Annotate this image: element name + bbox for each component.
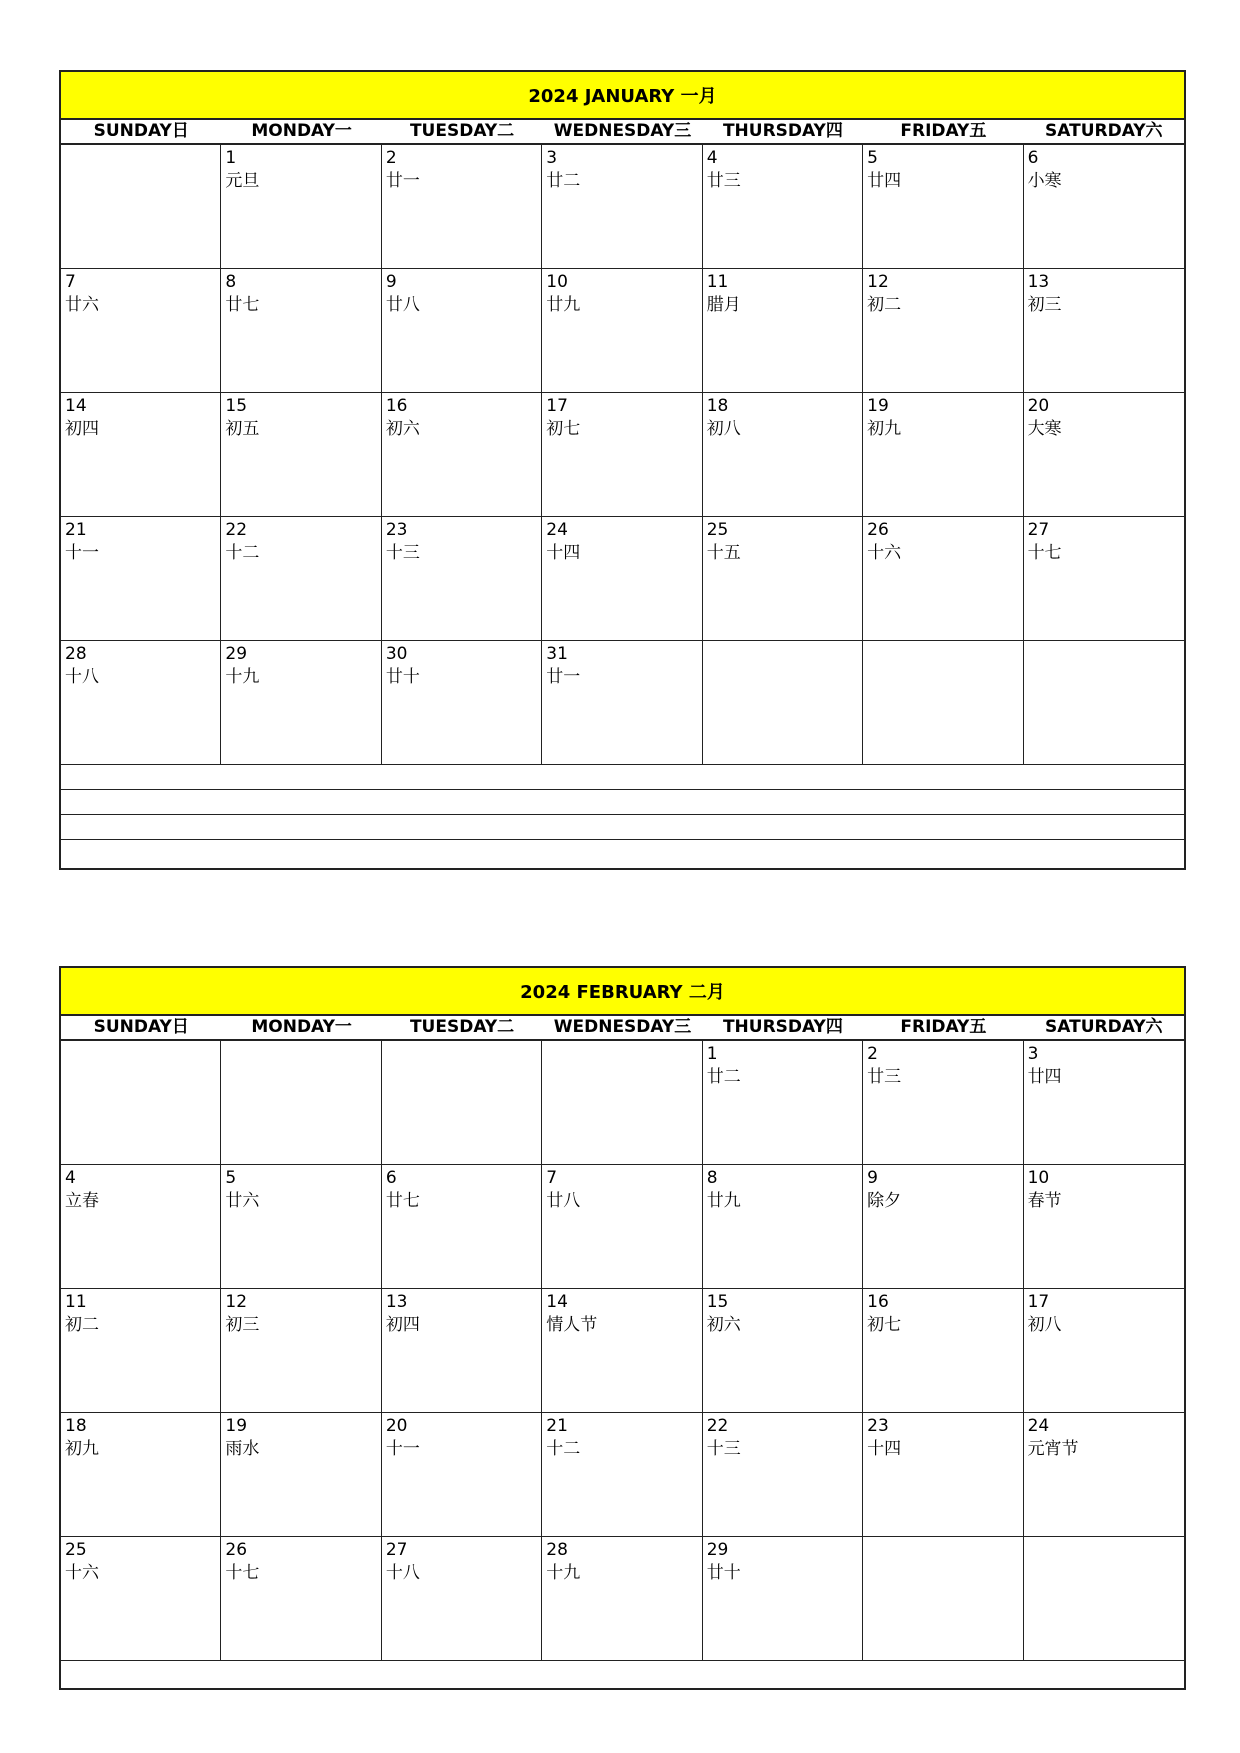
- lunar-date: 春节: [1027, 1191, 1062, 1211]
- lunar-date: 十九: [225, 667, 260, 687]
- lunar-date: 小寒: [1027, 171, 1062, 191]
- day-cell[interactable]: [221, 1289, 381, 1413]
- day-number: 19: [225, 1416, 248, 1436]
- day-number: 3: [546, 148, 558, 168]
- day-cell[interactable]: [61, 641, 221, 765]
- day-cell[interactable]: [863, 1165, 1023, 1289]
- lunar-date: 廿九: [706, 1191, 741, 1211]
- day-number: 7: [65, 272, 76, 292]
- lunar-date: 情人节: [546, 1315, 598, 1335]
- day-cell[interactable]: [221, 269, 381, 393]
- day-cell[interactable]: [61, 269, 221, 393]
- day-cell[interactable]: [863, 1041, 1023, 1165]
- lunar-date: 初九: [65, 1439, 99, 1459]
- note-line[interactable]: [61, 840, 1184, 865]
- day-number: 25: [65, 1540, 87, 1560]
- day-cell[interactable]: [863, 1413, 1023, 1537]
- day-number: 8: [225, 272, 237, 292]
- lunar-date: 初七: [867, 1315, 902, 1335]
- day-cell[interactable]: [863, 1289, 1023, 1413]
- day-number: 19: [867, 396, 889, 416]
- weekday-label: TUESDAY二: [409, 121, 515, 141]
- lunar-date: 初八: [1027, 1315, 1062, 1335]
- day-cell[interactable]: [703, 517, 863, 641]
- lunar-date: 除夕: [867, 1191, 902, 1211]
- day-number: 16: [385, 396, 408, 416]
- day-cell[interactable]: [542, 145, 702, 269]
- day-number: 5: [867, 148, 878, 168]
- day-cell[interactable]: [382, 269, 542, 393]
- day-number: 23: [385, 520, 408, 540]
- day-number: 4: [706, 148, 718, 168]
- lunar-date: 初三: [225, 1315, 260, 1335]
- lunar-date: 十五: [706, 543, 741, 563]
- day-cell[interactable]: [1024, 269, 1184, 393]
- day-cell[interactable]: [221, 393, 381, 517]
- day-cell[interactable]: [863, 393, 1023, 517]
- day-cell[interactable]: [221, 1413, 381, 1537]
- day-cell[interactable]: [542, 641, 702, 765]
- month-title: 2024 FEBRUARY 二月: [61, 968, 1184, 1016]
- day-number: 13: [385, 1292, 408, 1312]
- calendar-january: [59, 70, 1186, 870]
- weekday-header: [61, 120, 1184, 145]
- lunar-date: 初六: [706, 1315, 741, 1335]
- lunar-date: 廿十: [385, 667, 420, 687]
- weekday-label: MONDAY一: [251, 121, 352, 141]
- day-number: 20: [385, 1416, 408, 1436]
- day-cell[interactable]: [61, 1289, 221, 1413]
- note-line[interactable]: [61, 790, 1184, 815]
- day-number: 25: [706, 520, 729, 540]
- day-cell[interactable]: [1024, 517, 1184, 641]
- weekday-label: SUNDAY日: [93, 1017, 189, 1037]
- day-cell[interactable]: [703, 1165, 863, 1289]
- day-cell[interactable]: [703, 269, 863, 393]
- lunar-date: 廿一: [385, 171, 420, 191]
- day-cell[interactable]: [382, 393, 542, 517]
- note-line[interactable]: [61, 815, 1184, 840]
- lunar-date: 十六: [867, 543, 902, 563]
- lunar-date: 初三: [1027, 295, 1062, 315]
- day-cell[interactable]: [61, 145, 221, 269]
- day-cell[interactable]: [863, 641, 1023, 765]
- day-cell[interactable]: [1024, 1041, 1184, 1165]
- day-cell[interactable]: [382, 1165, 542, 1289]
- day-cell[interactable]: [703, 1041, 863, 1165]
- day-number: 22: [225, 520, 248, 540]
- note-line[interactable]: [61, 765, 1184, 790]
- day-number: 18: [65, 1416, 87, 1436]
- day-cell[interactable]: [382, 1537, 542, 1661]
- day-cell[interactable]: [703, 1413, 863, 1537]
- day-cell[interactable]: [863, 145, 1023, 269]
- day-number: 26: [867, 520, 889, 540]
- weekday-label: WEDNESDAY三: [553, 1017, 692, 1037]
- day-number: 24: [546, 520, 568, 540]
- day-cell[interactable]: [382, 1041, 542, 1165]
- day-number: 27: [1027, 520, 1050, 540]
- lunar-date: 初二: [867, 295, 902, 315]
- day-number: 6: [385, 1168, 397, 1188]
- day-number: 7: [546, 1168, 558, 1188]
- day-number: 21: [546, 1416, 568, 1436]
- day-cell[interactable]: [61, 1413, 221, 1537]
- weekday-header: [61, 1016, 1184, 1041]
- lunar-date: 廿四: [1027, 1067, 1062, 1087]
- day-cell[interactable]: [542, 1041, 702, 1165]
- day-cell[interactable]: [61, 517, 221, 641]
- day-number: 10: [546, 272, 568, 292]
- day-number: 29: [706, 1540, 729, 1560]
- lunar-date: 元旦: [225, 171, 260, 191]
- day-cell[interactable]: [542, 393, 702, 517]
- lunar-date: 廿三: [867, 1067, 902, 1087]
- lunar-date: 初五: [225, 419, 260, 439]
- lunar-date: 十二: [546, 1439, 581, 1459]
- lunar-date: 廿八: [546, 1191, 581, 1211]
- day-number: 26: [225, 1540, 248, 1560]
- day-number: 14: [65, 396, 87, 416]
- weekday-label: MONDAY一: [251, 1017, 352, 1037]
- notes-area: [61, 1661, 1184, 1686]
- weekday-label: FRIDAY五: [900, 1017, 987, 1037]
- day-number: 5: [225, 1168, 237, 1188]
- day-cell[interactable]: [542, 1537, 702, 1661]
- lunar-date: 十三: [385, 543, 420, 563]
- lunar-date: 初四: [385, 1315, 420, 1335]
- day-cell[interactable]: [542, 517, 702, 641]
- day-number: 17: [546, 396, 568, 416]
- lunar-date: 十三: [706, 1439, 741, 1459]
- day-number: 15: [706, 1292, 729, 1312]
- day-number: 3: [1027, 1044, 1039, 1064]
- day-cell[interactable]: [61, 1537, 221, 1661]
- day-cell[interactable]: [221, 1041, 381, 1165]
- lunar-date: 十二: [225, 543, 260, 563]
- lunar-date: 十八: [65, 667, 99, 687]
- lunar-date: 廿七: [385, 1191, 420, 1211]
- day-number: 17: [1027, 1292, 1050, 1312]
- day-cell[interactable]: [863, 1537, 1023, 1661]
- day-number: 12: [867, 272, 889, 292]
- day-number: 24: [1027, 1416, 1050, 1436]
- day-number: 28: [65, 644, 87, 664]
- day-cell[interactable]: [703, 145, 863, 269]
- day-cell[interactable]: [61, 1041, 221, 1165]
- lunar-date: 廿十: [706, 1563, 741, 1583]
- day-cell[interactable]: [221, 517, 381, 641]
- lunar-date: 廿七: [225, 295, 260, 315]
- weekday-label: SATURDAY六: [1045, 121, 1163, 141]
- day-cell[interactable]: [863, 269, 1023, 393]
- lunar-date: 廿六: [65, 295, 99, 315]
- day-cell[interactable]: [221, 641, 381, 765]
- day-cell[interactable]: [1024, 1413, 1184, 1537]
- lunar-date: 立春: [65, 1191, 99, 1211]
- day-cell[interactable]: [382, 145, 542, 269]
- day-number: 4: [65, 1168, 76, 1188]
- day-cell[interactable]: [221, 145, 381, 269]
- day-number: 12: [225, 1292, 248, 1312]
- day-cell[interactable]: [542, 269, 702, 393]
- day-cell[interactable]: [221, 1165, 381, 1289]
- day-cell[interactable]: [61, 1165, 221, 1289]
- day-number: 15: [225, 396, 248, 416]
- day-number: 1: [706, 1044, 718, 1064]
- lunar-date: 十四: [867, 1439, 902, 1459]
- weekday-label: THURSDAY四: [722, 1017, 843, 1037]
- lunar-date: 廿九: [546, 295, 581, 315]
- day-number: 2: [867, 1044, 878, 1064]
- lunar-date: 大寒: [1027, 419, 1062, 439]
- day-number: 21: [65, 520, 87, 540]
- lunar-date: 廿一: [546, 667, 581, 687]
- day-number: 27: [385, 1540, 408, 1560]
- lunar-date: 十四: [546, 543, 581, 563]
- lunar-date: 十六: [65, 1563, 99, 1583]
- day-number: 10: [1027, 1168, 1050, 1188]
- day-cell[interactable]: [382, 1413, 542, 1537]
- day-cell[interactable]: [863, 517, 1023, 641]
- day-number: 1: [225, 148, 237, 168]
- day-number: 23: [867, 1416, 889, 1436]
- weekday-label: TUESDAY二: [409, 1017, 515, 1037]
- day-number: 18: [706, 396, 729, 416]
- month-title: 2024 JANUARY 一月: [61, 72, 1184, 120]
- day-cell[interactable]: [703, 393, 863, 517]
- day-cell[interactable]: [382, 641, 542, 765]
- lunar-date: 初四: [65, 419, 99, 439]
- day-number: 16: [867, 1292, 889, 1312]
- lunar-date: 廿六: [225, 1191, 260, 1211]
- day-number: 9: [385, 272, 397, 292]
- day-cell[interactable]: [1024, 641, 1184, 765]
- note-line[interactable]: [61, 1661, 1184, 1686]
- day-number: 28: [546, 1540, 568, 1560]
- day-number: 31: [546, 644, 568, 664]
- lunar-date: 初九: [867, 419, 902, 439]
- lunar-date: 腊月: [706, 295, 741, 315]
- lunar-date: 十八: [385, 1563, 420, 1583]
- day-cell[interactable]: [542, 1413, 702, 1537]
- day-number: 14: [546, 1292, 568, 1312]
- notes-area: [61, 765, 1184, 865]
- day-number: 13: [1027, 272, 1050, 292]
- day-cell[interactable]: [61, 393, 221, 517]
- lunar-date: 十七: [225, 1563, 260, 1583]
- day-cell[interactable]: [1024, 393, 1184, 517]
- lunar-date: 元宵节: [1027, 1439, 1079, 1459]
- day-cell[interactable]: [1024, 1289, 1184, 1413]
- day-number: 30: [385, 644, 408, 664]
- day-grid: [61, 1041, 1184, 1661]
- day-number: 8: [706, 1168, 718, 1188]
- weekday-label: WEDNESDAY三: [553, 121, 692, 141]
- lunar-date: 初六: [385, 419, 420, 439]
- day-grid: [61, 145, 1184, 765]
- lunar-date: 十七: [1027, 543, 1062, 563]
- lunar-date: 初八: [706, 419, 741, 439]
- day-cell[interactable]: [542, 1289, 702, 1413]
- day-cell[interactable]: [1024, 145, 1184, 269]
- calendar-february: [59, 966, 1186, 1690]
- lunar-date: 雨水: [225, 1439, 260, 1459]
- lunar-date: 廿八: [385, 295, 420, 315]
- weekday-label: SUNDAY日: [93, 121, 189, 141]
- day-number: 11: [65, 1292, 87, 1312]
- lunar-date: 十一: [385, 1439, 420, 1459]
- day-cell[interactable]: [382, 1289, 542, 1413]
- day-cell[interactable]: [542, 1165, 702, 1289]
- day-cell[interactable]: [1024, 1165, 1184, 1289]
- day-cell[interactable]: [382, 517, 542, 641]
- day-cell[interactable]: [1024, 1537, 1184, 1661]
- weekday-label: THURSDAY四: [722, 121, 843, 141]
- day-number: 9: [867, 1168, 878, 1188]
- lunar-date: 初七: [546, 419, 581, 439]
- lunar-date: 初二: [65, 1315, 99, 1335]
- day-cell[interactable]: [703, 1289, 863, 1413]
- day-cell[interactable]: [221, 1537, 381, 1661]
- lunar-date: 十一: [65, 543, 99, 563]
- weekday-label: SATURDAY六: [1045, 1017, 1163, 1037]
- day-number: 20: [1027, 396, 1050, 416]
- lunar-date: 十九: [546, 1563, 581, 1583]
- day-number: 22: [706, 1416, 729, 1436]
- weekday-label: FRIDAY五: [900, 121, 987, 141]
- day-number: 6: [1027, 148, 1039, 168]
- lunar-date: 廿二: [706, 1067, 741, 1087]
- lunar-date: 廿三: [706, 171, 741, 191]
- day-cell[interactable]: [703, 1537, 863, 1661]
- lunar-date: 廿二: [546, 171, 581, 191]
- day-number: 2: [385, 148, 397, 168]
- day-cell[interactable]: [703, 641, 863, 765]
- day-number: 11: [706, 272, 729, 292]
- day-number: 29: [225, 644, 248, 664]
- lunar-date: 廿四: [867, 171, 902, 191]
